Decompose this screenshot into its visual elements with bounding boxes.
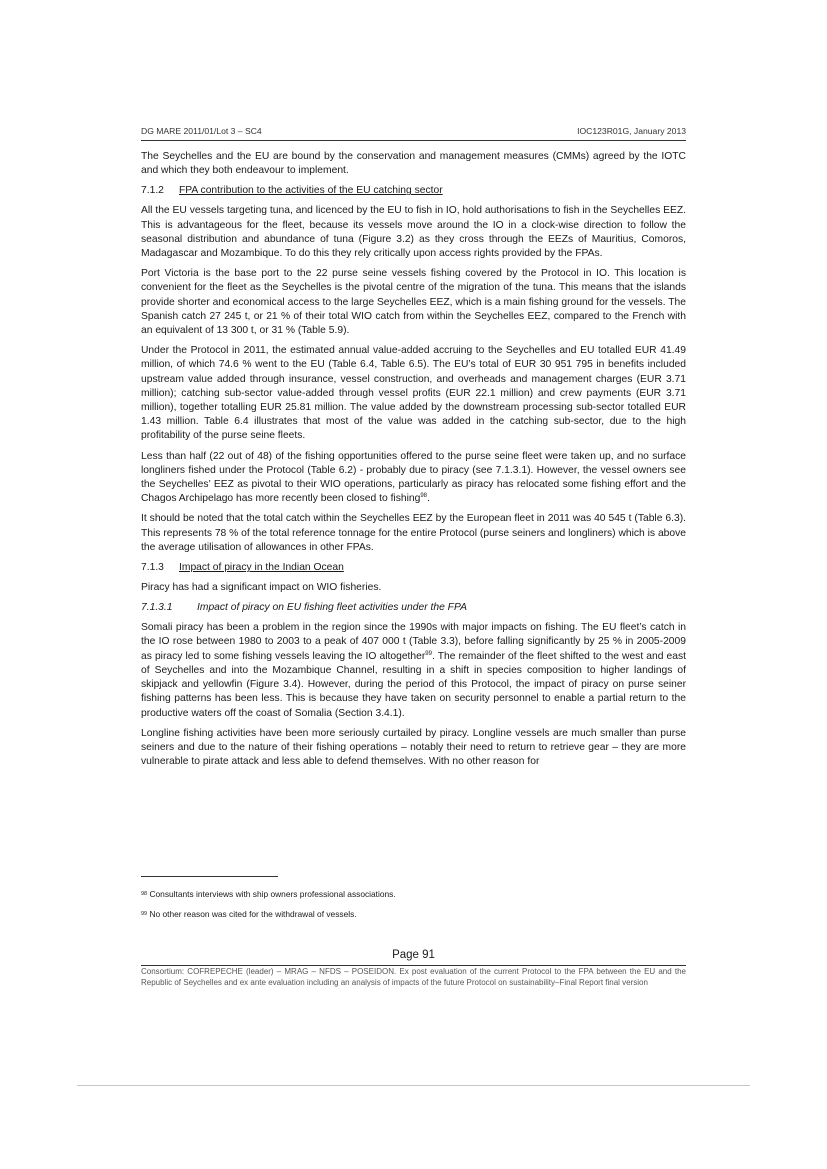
paragraph: [141, 450, 686, 507]
paragraph: Piracy has had a significant impact on WIO fisheries.: [141, 582, 382, 594]
footnote-separator: [141, 876, 278, 877]
document-body: [141, 150, 686, 775]
section-number: 7.1.2: [141, 185, 164, 197]
paragraph: Under the Protocol in 2011, the estimated annual value-added accruing to the Seychelles and EU totalled EUR 41.49 million, of which 74.6 % went to the EU (Table 6.4, Table 6.5). The EU’s total of EUR 30 951 795 in benefits included upstream value added through insurance, vessel construction, and overheads and management charges (EUR 3.71 million); catching sub-sector value-added through vessel profits (EUR 22.1 million) and crew payments (EUR 3.71 million), together totalling EUR 25.81 million. The value added by the downstream processing sub-sector totalled EUR 1.43 million. Table 6.4 illustrates that most of the value was added in the catching sub-sector, due to the high profitability of the purse seine fleets.: [141, 345, 686, 442]
section-heading-7-1-2: [141, 184, 686, 198]
header-left: DG MARE 2011/01/Lot 3 – SC4: [141, 126, 262, 136]
page-bottom-divider: [77, 1085, 750, 1086]
paragraph-text: Less than half (22 out of 48) of the fishing opportunities offered to the purse seine fleet were taken up, and no surface longliners fished under the Protocol (Table 6.2) - probably due to piracy (see 7.1.3.1). However, the vessel owners see the Seychelles’ EEZ as pivotal to their WIO operations, particularly as piracy has relocated some fishing effort and the Chagos Archipelago has more recently been closed to fishing: [141, 450, 686, 505]
subsection-title: Impact of piracy on EU fishing fleet activities under the FPA: [197, 602, 467, 614]
subsection-number: 7.1.3.1: [141, 602, 173, 614]
page-number: [141, 949, 686, 966]
paragraph: Longline fishing activities have been more seriously curtailed by piracy. Longline vessels are much smaller than purse seiners and due to the nature of their fishing operations – notably their need to return to retrieve gear – they are more vulnerable to pirate attack and less able to defend themselves. With no other reason for: [141, 727, 686, 768]
footnote-number: 99: [141, 911, 148, 917]
paragraph: It should be noted that the total catch within the Seychelles EEZ by the European fleet in 2011 was 40 545 t (Table 6.3). This represents 78 % of the total reference tonnage for the entire Protocol (purse seiners and longliners) which is above the average utilisation of allowances in other FPAs.: [141, 513, 686, 553]
footnote-99: [141, 909, 357, 919]
footnote-ref-98[interactable]: 98: [420, 493, 428, 500]
footnote-text: Consultants interviews with ship owners professional associations.: [147, 889, 396, 899]
footnote-number: 98: [141, 891, 148, 897]
paragraph-text: Somali piracy has been a problem in the region since the 1990s with major impacts on fishing. The EU fleet’s catch in the IO rose between 1980 to 2003 to a peak of 407 000 t (Table 3.3), before falling significantly by 25 % in 2005-2009 as piracy led to some fishing vessels leaving the IO altogether: [141, 622, 686, 662]
header-right: IOC123R01G, January 2013: [577, 126, 686, 136]
subsection-heading-7-1-3-1: [141, 601, 686, 615]
section-number: 7.1.3: [141, 562, 164, 574]
paragraph: [141, 621, 686, 720]
footnote-text: No other reason was cited for the withdrawal of vessels.: [147, 909, 357, 919]
paragraph-text-end: .: [427, 493, 430, 505]
page-footer: Consortium: COFREPECHE (leader) – MRAG – NFDS – POSEIDON. Ex post evaluation of the current Protocol to the FPA between the EU and the Republic of Seychelles and ex ante evaluation including an analysis of impacts of the future Protocol on sustainability–Final Report final version: [141, 967, 686, 987]
section-title: FPA contribution to the activities of the EU catching sector: [179, 185, 443, 197]
footnote-98: [141, 889, 396, 899]
section-heading-7-1-3: [141, 561, 686, 575]
paragraph: The Seychelles and the EU are bound by the conservation and management measures (CMMs) agreed by the IOTC and which they both endeavour to implement.: [141, 151, 686, 177]
running-header: [141, 126, 686, 141]
paragraph: Port Victoria is the base port to the 22 purse seine vessels fishing covered by the Protocol in IO. This location is convenient for the fleet as the Seychelles is the pivotal centre of the migration of the tuna. This means that the islands provide shorter and economical access to the large Seychelles EEZ, which is a main fishing ground for the vessels. The Spanish catch 27 245 t, or 21 % of their total WIO catch from within the Seychelles EEZ, compared to the French with an equivalent of 13 300 t, or 31 % (Table 5.9).: [141, 268, 686, 337]
page-number-label: Page 91: [392, 949, 435, 961]
section-title: Impact of piracy in the Indian Ocean: [179, 562, 344, 574]
footnote-ref-99[interactable]: 99: [425, 650, 432, 657]
paragraph: All the EU vessels targeting tuna, and licenced by the EU to fish in IO, hold authorisations to fish in the Seychelles EEZ. This is advantageous for the fleet, because its vessels move around the IO in a clock-wise direction to follow the seasonal distribution and abundance of tuna (Figure 3.2) as they cross through the EEZs of Mauritius, Comoros, Madagascar and Mozambique. To do this they rely critically upon access rights provided by the FPAs.: [141, 205, 686, 260]
paragraph-text-end: . The remainder of the fleet shifted to the west and east of Seychelles and into the Mozambique Channel, resulting in a shift in species composition to higher landings of skipjack and yellowfin (Figure 3.4). However, during the period of this Protocol, the impact of piracy on purse seiner fishing patterns has been less. This is because they have taken on security personnel to enable a partial return to the productive waters off the coast of Somalia (Section 3.4.1).: [141, 650, 686, 719]
